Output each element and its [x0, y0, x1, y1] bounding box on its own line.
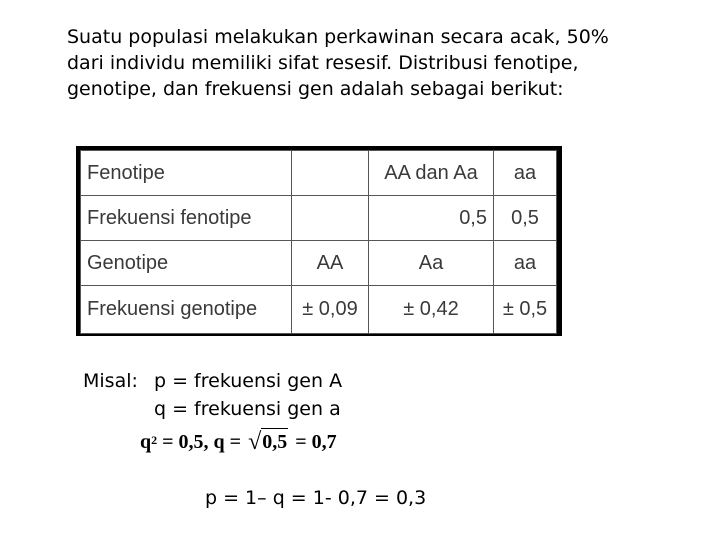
formula-exponent: 2: [151, 432, 158, 447]
square-root: [248, 428, 288, 456]
table-row-genotipe: [81, 241, 557, 286]
formula-eq3: = 0,7: [290, 430, 337, 453]
sqrt-radicand: 0,5: [261, 428, 288, 456]
table-cell: Frekuensi fenotipe: [81, 196, 292, 241]
table-cell: 0,5: [494, 196, 557, 241]
formula-q: q: [140, 430, 152, 453]
table-cell: ± 0,09: [292, 286, 369, 334]
p-result: p = 1– q = 1- 0,7 = 0,3: [205, 487, 427, 509]
intro-line-3: genotipe, dan frekuensi gen adalah sebagai berikut:: [67, 78, 564, 100]
distribution-table-frame: [76, 146, 562, 336]
table-cell: AA dan Aa: [369, 151, 494, 196]
definition-p: p = frekuensi gen A: [154, 370, 343, 392]
intro-line-2: dari individu memiliki sifat resesif. Distribusi fenotipe,: [67, 52, 579, 74]
table-cell: aa: [494, 241, 557, 286]
table-cell: Frekuensi genotipe: [81, 286, 292, 334]
table-cell: 0,5: [369, 196, 494, 241]
intro-paragraph: [67, 24, 667, 102]
table-cell: ± 0,5: [494, 286, 557, 334]
table-cell: [292, 196, 369, 241]
table-row-frekuensi-genotipe: [81, 286, 557, 334]
formula-eq2: =: [224, 430, 247, 453]
distribution-table: [80, 150, 557, 334]
table-cell: ± 0,42: [369, 286, 494, 334]
table-row-fenotipe: [81, 151, 557, 196]
misal-label: Misal:: [83, 370, 138, 392]
intro-line-1: Suatu populasi melakukan perkawinan secara acak, 50%: [67, 26, 609, 48]
q-formula: [140, 428, 337, 456]
table-cell: Aa: [369, 241, 494, 286]
table-cell: [292, 151, 369, 196]
sqrt-icon: √: [248, 429, 262, 455]
formula-eq1: = 0,5,: [157, 430, 214, 453]
table-row-frekuensi-fenotipe: [81, 196, 557, 241]
table-cell: Fenotipe: [81, 151, 292, 196]
formula-q2: q: [213, 430, 225, 453]
table-cell: aa: [494, 151, 557, 196]
table-cell: AA: [292, 241, 369, 286]
table-cell: Genotipe: [81, 241, 292, 286]
definition-q: q = frekuensi gen a: [154, 398, 341, 420]
